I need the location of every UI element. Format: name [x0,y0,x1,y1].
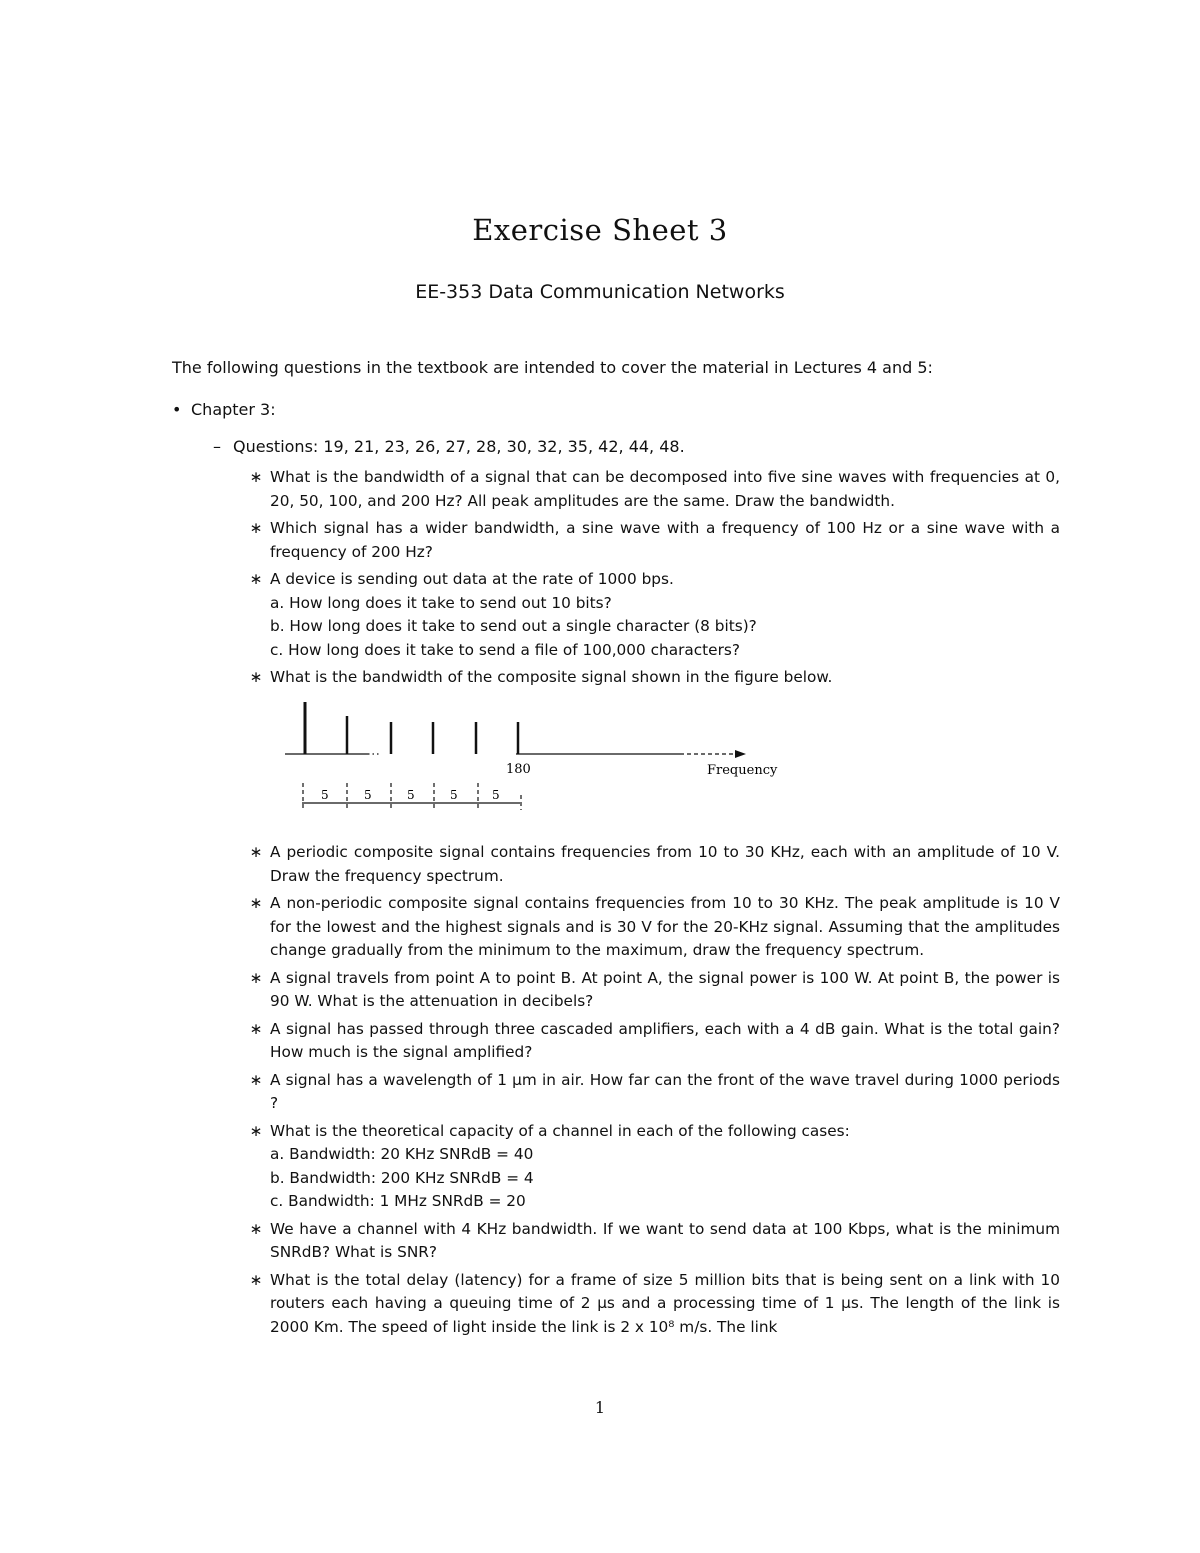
arrow-head-icon [735,750,746,758]
page-number: 1 [594,1398,606,1417]
exercise-subquestion: c. How long does it take to send a file of 100,000 characters? [270,640,740,659]
exercise-item [248,517,1060,564]
exercise-item [248,1269,1060,1340]
exercise-item [248,666,1060,690]
chapter-label: Chapter 3: [191,400,276,419]
exercise-text [270,517,1060,564]
exercise-subquestion: a. How long does it take to send out 10 bits? [270,593,612,612]
exercise-question: A signal travels from point A to point B. At point A, the signal power is 100 W. At point B, the power is 90 W. What is the attenuation in decibels? [270,968,1060,1010]
exercise-item [248,1218,1060,1265]
exercise-item [248,967,1060,1014]
exercise-question: A non-periodic composite signal contains frequencies from 10 to 30 KHz. The peak amplitude is 10 V for the lowest and the highest signals and is 30 V for the 20-KHz signal. Assuming that the amplitudes change gradually from the minimum to the maximum, draw the frequency spectrum. [270,894,1060,959]
exercise-list-part-2 [248,841,1060,1343]
exercise-text [270,1069,1060,1116]
star-bullet-icon: ∗ [249,843,263,861]
exercise-text [270,466,1060,513]
exercise-item [248,1069,1060,1116]
star-bullet-icon: ∗ [249,570,263,588]
bullet-icon: • [172,400,182,419]
label-frequency: Frequency [707,763,778,778]
exercise-question: What is the bandwidth of the composite signal shown in the figure below. [270,668,833,686]
exercise-question: What is the total delay (latency) for a frame of size 5 million bits that is being sent on a link with 10 routers each having a queuing time of 2 μs and a processing time of 1 μs. The length of the link is 2000 Km. The speed of light inside the link is 2 x 10⁸ m/s. The link [270,1270,1060,1336]
star-bullet-icon: ∗ [249,968,263,987]
spacing-label: 5 [492,788,500,802]
exercise-text [270,1120,1060,1214]
exercise-item [248,466,1060,513]
exercise-text [270,841,1060,888]
exercise-text [270,967,1060,1014]
composite-signal-figure [280,695,800,825]
exercise-item [248,841,1060,888]
star-bullet-icon: ∗ [249,1121,263,1140]
intro-paragraph: The following questions in the textbook are intended to cover the material in Lectures 4 and 5: [172,358,933,377]
exercise-question: A signal has a wavelength of 1 μm in air. How far can the front of the wave travel during 1000 periods ? [270,1070,1060,1112]
questions-text: Questions: 19, 21, 23, 26, 27, 28, 30, 32, 35, 42, 44, 48. [233,437,685,456]
course-subtitle: EE-353 Data Communication Networks [415,281,785,303]
exercise-question: Which signal has a wider bandwidth, a sine wave with a frequency of 100 Hz or a sine wave with a frequency of 200 Hz? [270,519,1060,561]
exercise-text [270,892,1060,963]
star-bullet-icon: ∗ [249,1070,263,1089]
spacing-label: 5 [407,788,415,802]
exercise-item [248,568,1060,662]
star-bullet-icon: ∗ [249,468,263,486]
page-title: Exercise Sheet 3 [472,213,728,247]
star-bullet-icon: ∗ [249,519,263,537]
exercise-question: A periodic composite signal contains frequencies from 10 to 30 KHz, each with an amplitude of 10 V. Draw the frequency spectrum. [270,843,1060,885]
exercise-text [270,1218,1060,1265]
exercise-question: A device is sending out data at the rate of 1000 bps. [270,570,674,588]
exercise-text [270,1018,1060,1065]
exercise-list-part-1 [248,466,1060,694]
exercise-subquestion: b. Bandwidth: 200 KHz SNRdB = 4 [270,1168,534,1187]
exercise-question: A signal has passed through three cascaded amplifiers, each with a 4 dB gain. What is the total gain? How much is the signal amplified? [270,1019,1060,1061]
spacing-label: 5 [450,788,458,802]
exercise-text [270,666,1060,690]
exercise-text [270,1269,1060,1340]
exercise-subquestion: c. Bandwidth: 1 MHz SNRdB = 20 [270,1192,526,1210]
exercise-question: What is the theoretical capacity of a channel in each of the following cases: [270,1121,850,1140]
exercise-item [248,1018,1060,1065]
star-bullet-icon: ∗ [249,1019,263,1038]
label-180: 180 [506,762,531,777]
exercise-text [270,568,1060,662]
exercise-item [248,1120,1060,1214]
exercise-question: We have a channel with 4 KHz bandwidth. If we want to send data at 100 Kbps, what is the minimum SNRdB? What is SNR? [270,1219,1060,1261]
exercise-subquestion: a. Bandwidth: 20 KHz SNRdB = 40 [270,1145,534,1163]
exercise-question: What is the bandwidth of a signal that can be decomposed into five sine waves with frequencies at 0, 20, 50, 100, and 200 Hz? All peak amplitudes are the same. Draw the bandwidth. [270,468,1060,510]
star-bullet-icon: ∗ [249,1219,263,1238]
star-bullet-icon: ∗ [249,1270,263,1289]
star-bullet-icon: ∗ [249,668,263,686]
spacing-label: 5 [364,788,372,802]
exercise-subquestion: b. How long does it take to send out a single character (8 bits)? [270,617,757,635]
chapter-bullet-item [172,398,276,421]
questions-list-item [213,435,685,458]
exercise-item [248,892,1060,963]
star-bullet-icon: ∗ [249,894,263,912]
dash-icon: – [213,437,221,456]
spacing-label: 5 [321,788,329,802]
